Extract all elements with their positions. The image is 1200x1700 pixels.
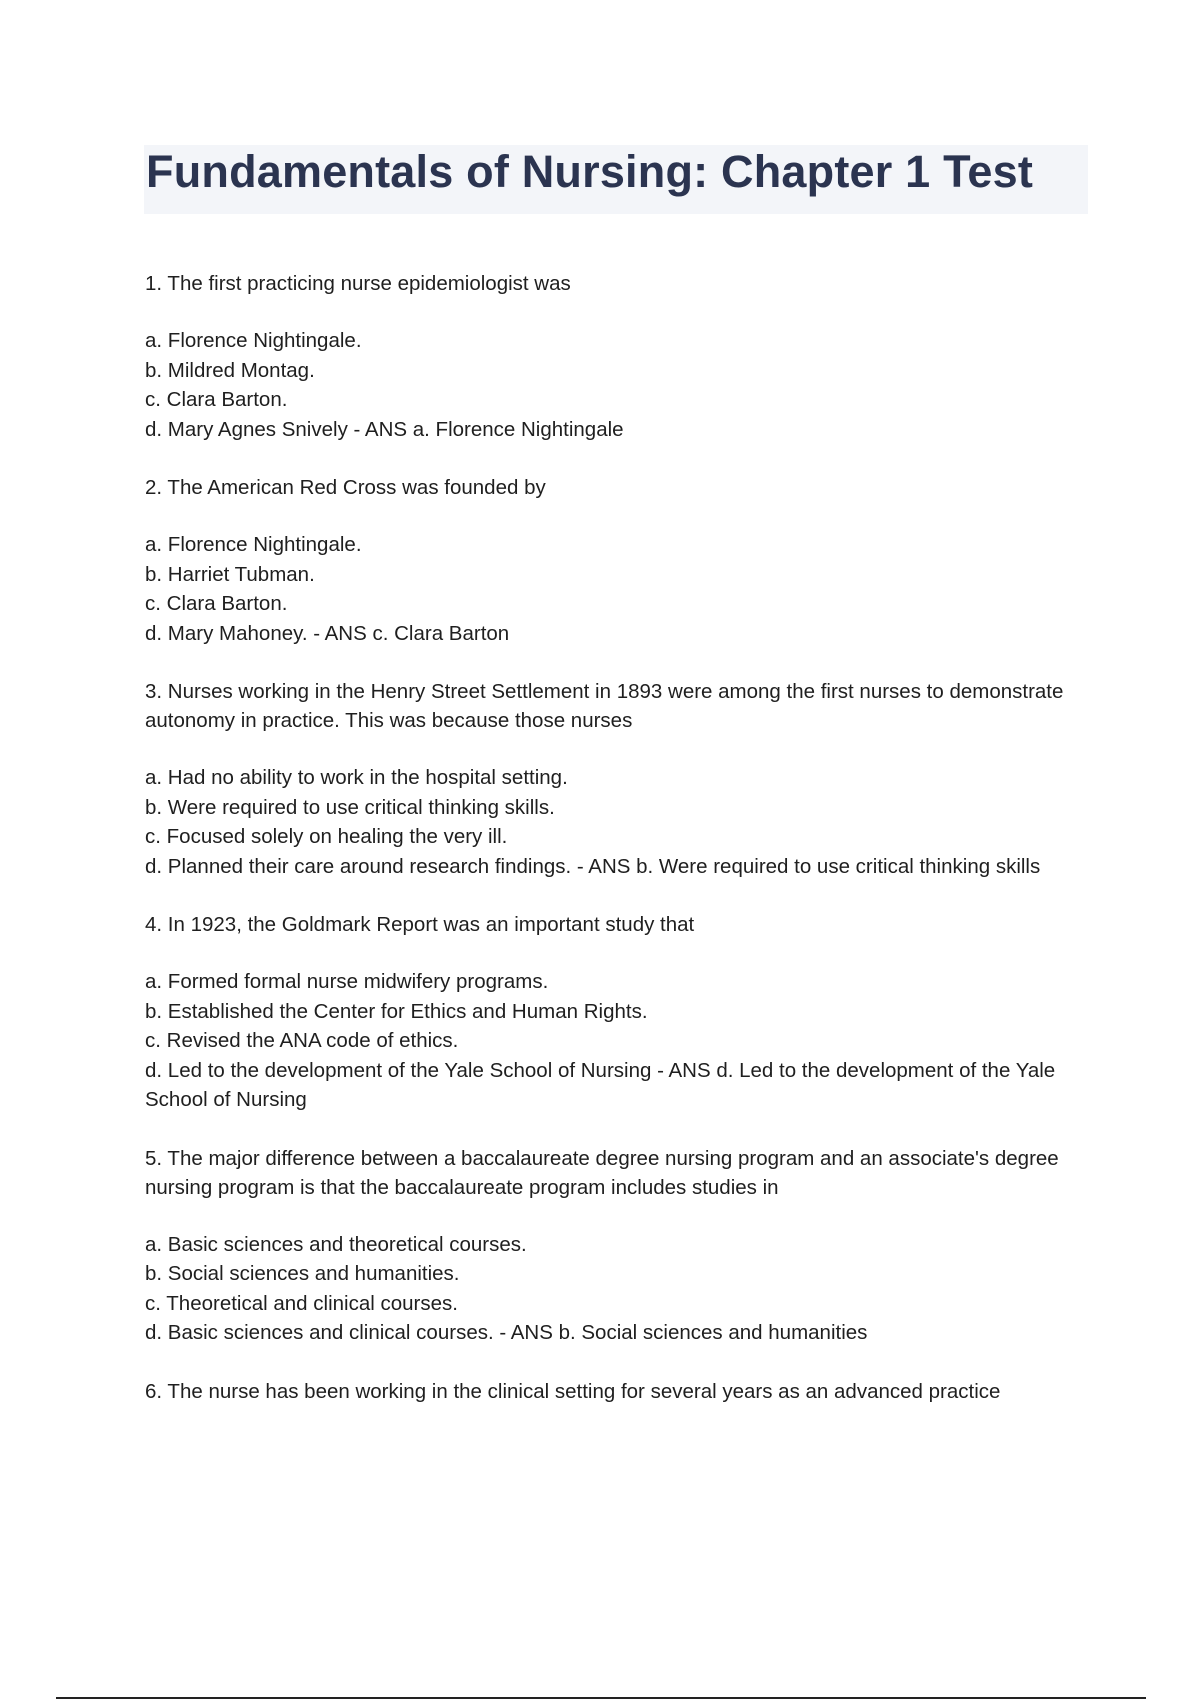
option-b: b. Established the Center for Ethics and Human Rights. — [145, 999, 648, 1023]
option-b: b. Mildred Montag. — [145, 358, 315, 382]
option-a: a. Basic sciences and theoretical courses. — [145, 1232, 527, 1256]
answer-options — [145, 530, 1095, 648]
question-6 — [145, 1377, 1095, 1406]
answer-options — [145, 1230, 1095, 1348]
option-a: a. Florence Nightingale. — [145, 533, 362, 556]
question-3 — [145, 677, 1095, 881]
option-a: a. Formed formal nurse midwifery programs. — [145, 970, 549, 993]
option-d-answer: d. Led to the development of the Yale School of Nursing - ANS d. Led to the development of the Yale School of Nursing — [145, 1058, 1056, 1111]
question-text: 5. The major difference between a baccalaureate degree nursing program and an associate's degree nursing program is that the baccalaureate program includes studies in — [145, 1146, 1059, 1199]
option-d-answer: d. Planned their care around research findings. - ANS b. Were required to use critical thinking skills — [145, 854, 1041, 878]
option-b: b. Harriet Tubman. — [145, 562, 315, 586]
question-1 — [145, 269, 1095, 444]
page-bottom-rule — [56, 1697, 1146, 1699]
question-text: 4. In 1923, the Goldmark Report was an important study that — [145, 913, 695, 936]
option-c: c. Clara Barton. — [145, 592, 288, 615]
option-d-answer: d. Mary Agnes Snively - ANS a. Florence Nightingale — [145, 417, 624, 441]
question-text: 2. The American Red Cross was founded by — [145, 476, 546, 499]
option-a: a. Florence Nightingale. — [145, 329, 362, 352]
answer-options — [145, 326, 1095, 444]
option-d-answer: d. Basic sciences and clinical courses. - ANS b. Social sciences and humanities — [145, 1321, 868, 1344]
page-title: Fundamentals of Nursing: Chapter 1 Test — [146, 146, 1034, 197]
option-c: c. Theoretical and clinical courses. — [145, 1291, 458, 1315]
question-text: 6. The nurse has been working in the clinical setting for several years as an advanced practice — [145, 1379, 1001, 1403]
answer-options — [145, 763, 1095, 881]
option-c: c. Clara Barton. — [145, 388, 288, 411]
question-text: 3. Nurses working in the Henry Street Settlement in 1893 were among the first nurses to demonstrate autonomy in practice. This was because those nurses — [145, 680, 1064, 732]
option-d-answer: d. Mary Mahoney. - ANS c. Clara Barton — [145, 621, 510, 645]
question-5 — [145, 1144, 1095, 1348]
question-4 — [145, 910, 1095, 1115]
question-list — [145, 269, 1095, 1435]
answer-options — [145, 967, 1095, 1115]
option-a: a. Had no ability to work in the hospital setting. — [145, 766, 568, 789]
option-c: c. Focused solely on healing the very ill. — [145, 825, 508, 848]
question-2 — [145, 473, 1095, 648]
option-b: b. Were required to use critical thinking skills. — [145, 795, 555, 819]
option-c: c. Revised the ANA code of ethics. — [145, 1029, 459, 1052]
question-text: 1. The first practicing nurse epidemiologist was — [145, 272, 571, 295]
option-b: b. Social sciences and humanities. — [145, 1262, 460, 1285]
